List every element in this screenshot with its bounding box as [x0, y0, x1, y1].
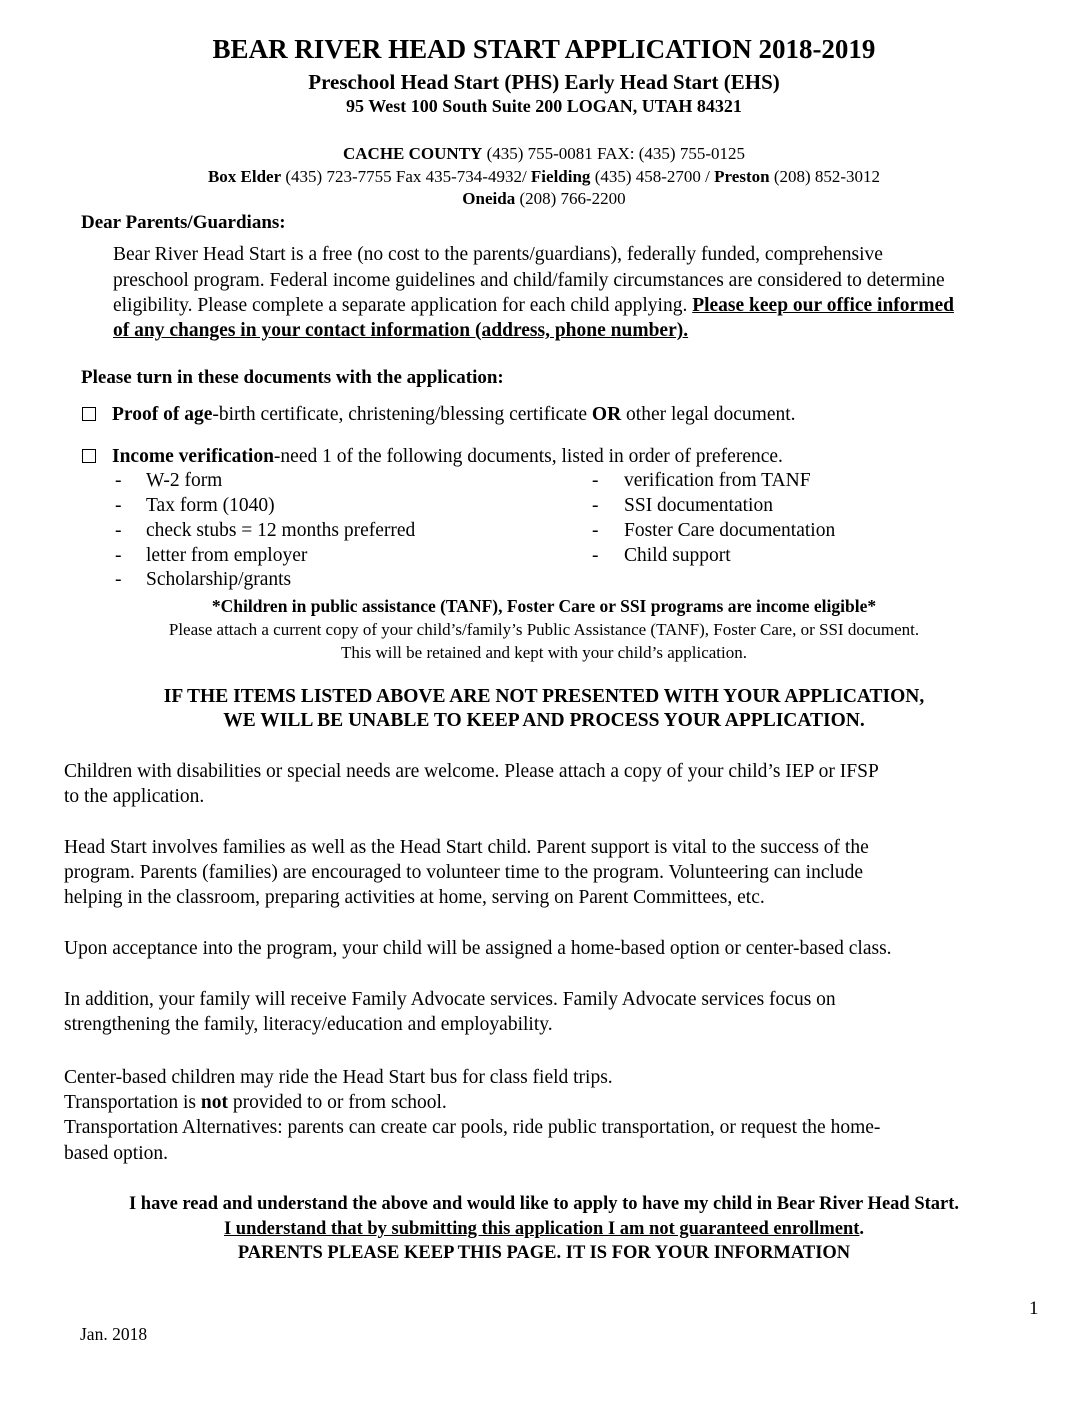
proof-or: OR	[591, 404, 622, 425]
income-verification-label: Income verification	[112, 446, 274, 467]
document-title: BEAR RIVER HEAD START APPLICATION 2018-2019	[212, 34, 876, 64]
families-line-2: program. Parents (families) are encouraged to volunteer time to the program. Volunteering can include	[64, 862, 864, 883]
list-item: check stubs = 12 months preferred	[146, 520, 416, 541]
list-item: SSI documentation	[624, 495, 773, 516]
list-dash: -	[115, 470, 122, 491]
warning-line-1: IF THE ITEMS LISTED ABOVE ARE NOT PRESENTED WITH YOUR APPLICATION,	[163, 686, 925, 707]
enrollment-disclaimer: I understand that by submitting this application I am not guaranteed enrollment	[223, 1219, 860, 1239]
list-item: Scholarship/grants	[146, 569, 292, 590]
list-dash: -	[592, 470, 599, 491]
advocate-line-1: In addition, your family will receive Family Advocate services. Family Advocate services focus on	[64, 989, 836, 1010]
alternatives-line-2: based option.	[64, 1143, 168, 1164]
cache-county-phones: (435) 755-0081 FAX: (435) 755-0125	[482, 144, 745, 163]
income-verification-text: -need 1 of the following documents, listed in order of preference.	[273, 446, 783, 467]
disabilities-line-2: to the application.	[64, 786, 205, 807]
page-number: 1	[1029, 1298, 1039, 1319]
revision-date: Jan. 2018	[80, 1324, 148, 1344]
intro-line-1: Bear River Head Start is a free (no cost to the parents/guardians), federally funded, comprehensive	[113, 244, 883, 265]
list-item: Foster Care documentation	[624, 520, 836, 541]
document-subtitle: Preschool Head Start (PHS) Early Head Start (EHS)	[308, 70, 780, 94]
intro-eligibility-text: eligibility. Please complete a separate application for each child applying.	[113, 295, 693, 316]
box-elder-phones: (435) 723-7755 Fax 435-734-4932/	[281, 167, 531, 186]
list-item: W-2 form	[146, 470, 223, 491]
list-dash: -	[592, 495, 599, 516]
disabilities-line-1: Children with disabilities or special needs are welcome. Please attach a copy of your child’s IEP or IFSP	[64, 761, 879, 782]
enrollment-disclaimer-period: .	[859, 1219, 865, 1239]
contact-update-notice: Please keep our office informed	[692, 295, 954, 316]
warning-line-2: WE WILL BE UNABLE TO KEEP AND PROCESS YOUR APPLICATION.	[223, 710, 865, 731]
list-dash: -	[115, 569, 122, 590]
box-elder-label: Box Elder	[207, 167, 282, 186]
bus-line: Center-based children may ride the Head Start bus for class field trips.	[64, 1067, 613, 1088]
cache-county-label: CACHE COUNTY	[343, 144, 483, 163]
list-item: Tax form (1040)	[146, 495, 275, 516]
cache-county-contact	[0, 144, 1088, 164]
oneida-label: Oneida	[462, 189, 516, 208]
acceptance-line: Upon acceptance into the program, your child will be assigned a home-based option or center-based class.	[64, 938, 892, 959]
preston-phone: (208) 852-3012	[769, 167, 881, 186]
list-dash: -	[115, 545, 122, 566]
closing-line-2	[0, 1219, 1088, 1240]
transportation-not: not	[200, 1092, 228, 1113]
list-item: Child support	[624, 545, 731, 566]
families-line-3: helping in the classroom, preparing activities at home, serving on Parent Committees, etc.	[64, 887, 765, 908]
intro-line-3	[113, 295, 954, 317]
documents-heading: Please turn in these documents with the application:	[81, 367, 504, 388]
preston-label: Preston	[714, 167, 770, 186]
oneida-phone: (208) 766-2200	[515, 189, 626, 208]
regional-contacts	[0, 167, 1088, 187]
transportation-text-end: provided to or from school.	[227, 1092, 447, 1113]
proof-of-age-item	[82, 404, 796, 426]
checkbox-icon	[82, 407, 96, 421]
checkbox-icon	[82, 449, 96, 463]
list-item: verification from TANF	[624, 470, 811, 491]
fielding-phone: (435) 458-2700 /	[590, 167, 715, 186]
proof-of-age-text-end: other legal document.	[621, 404, 796, 425]
families-line-1: Head Start involves families as well as the Head Start child. Parent support is vital to the success of the	[64, 837, 869, 858]
closing-line-1: I have read and understand the above and would like to apply to have my child in Bear River Head Start.	[128, 1194, 960, 1214]
attach-note-2: This will be retained and kept with your child’s application.	[340, 643, 748, 662]
transportation-line	[64, 1092, 447, 1114]
office-address: 95 West 100 South Suite 200 LOGAN, UTAH 84321	[346, 96, 742, 116]
proof-of-age-text: -birth certificate, christening/blessing certificate	[212, 404, 592, 425]
closing-line-3: PARENTS PLEASE KEEP THIS PAGE. IT IS FOR YOUR INFORMATION	[237, 1243, 851, 1263]
list-dash: -	[592, 520, 599, 541]
list-item: letter from employer	[146, 545, 308, 566]
proof-of-age-label: Proof of age	[112, 404, 213, 425]
alternatives-line-1: Transportation Alternatives: parents can create car pools, ride public transportation, or request the home-	[64, 1117, 881, 1138]
fielding-label: Fielding	[530, 167, 591, 186]
contact-update-notice-cont: of any changes in your contact information (address, phone number).	[113, 320, 689, 341]
eligibility-note: *Children in public assistance (TANF), Foster Care or SSI programs are income eligible*	[211, 596, 877, 616]
advocate-line-2: strengthening the family, literacy/education and employability.	[64, 1014, 553, 1035]
greeting: Dear Parents/Guardians:	[81, 212, 286, 233]
intro-line-2: preschool program. Federal income guidelines and child/family circumstances are considered to determine	[113, 270, 945, 291]
list-dash: -	[115, 495, 122, 516]
income-verification-item	[82, 446, 783, 468]
oneida-contact	[0, 189, 1088, 209]
list-dash: -	[115, 520, 122, 541]
list-dash: -	[592, 545, 599, 566]
attach-note-1: Please attach a current copy of your child’s/family’s Public Assistance (TANF), Foster Care, or SSI document.	[168, 620, 920, 639]
transportation-text: Transportation is	[64, 1092, 201, 1113]
